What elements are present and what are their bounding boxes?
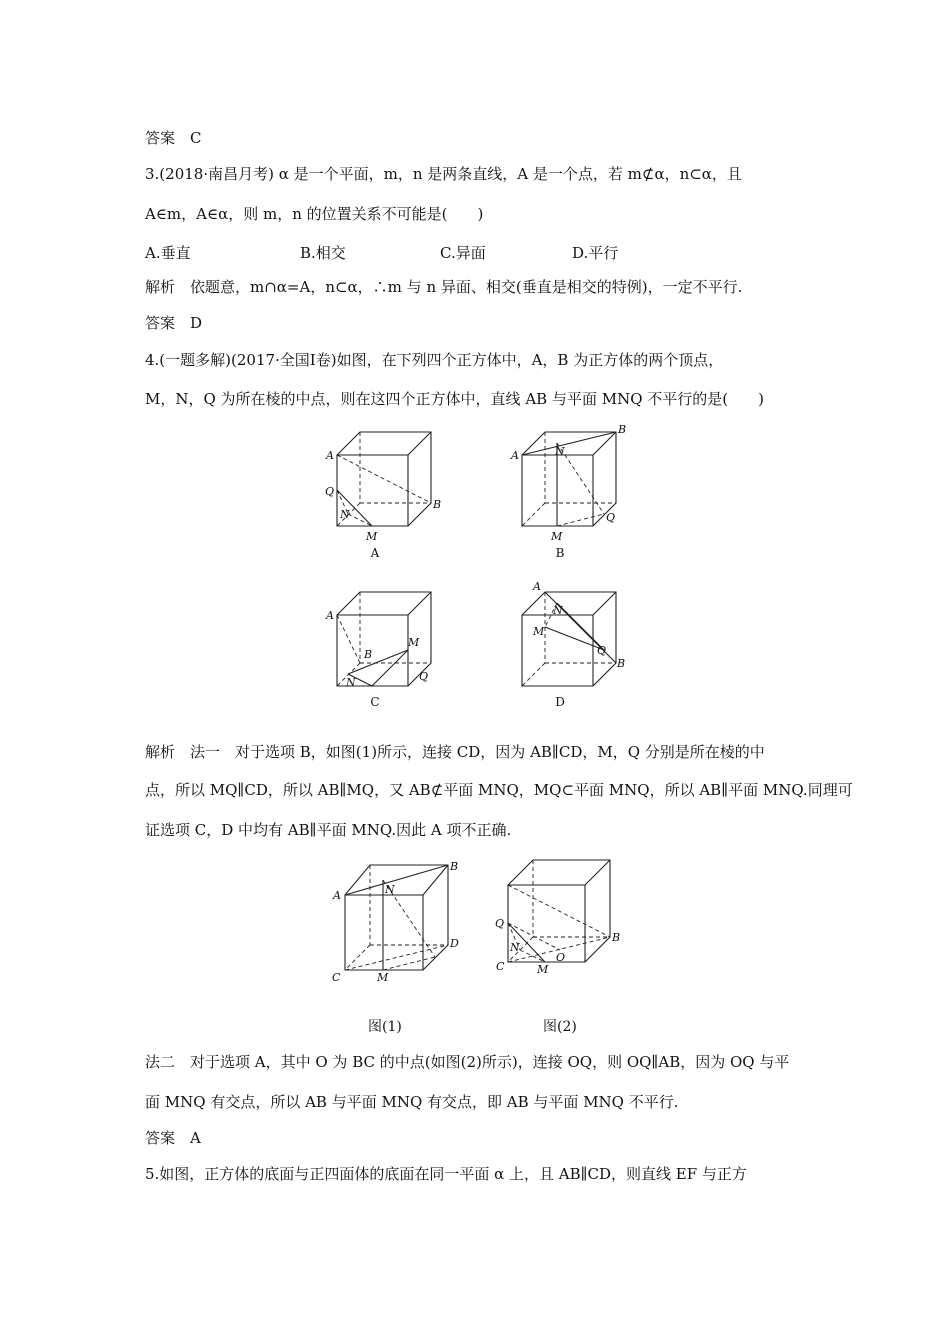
- cube-figure-b: [505, 420, 635, 550]
- analysis-4-line-1: 解析 法一 对于选项 B，如图(1)所示，连接 CD，因为 AB∥CD，M，Q 分别是所在棱的中: [145, 743, 765, 761]
- method-2-line-1: 法二 对于选项 A，其中 O 为 BC 的中点(如图(2)所示)，连接 OQ，则 OQ∥AB，因为 OQ 与平: [145, 1053, 790, 1071]
- answer-line-2: 答案 D: [145, 314, 203, 332]
- midpoint-label: M: [408, 636, 420, 649]
- midpoint-label: N: [346, 676, 356, 689]
- midpoint-label: Q: [597, 644, 607, 657]
- option-a: A.垂直: [145, 244, 191, 262]
- midpoint-label: M: [537, 963, 549, 976]
- option-c: C.异面: [440, 244, 486, 262]
- method-2-line-2: 面 MNQ 有交点，所以 AB 与平面 MNQ 有交点，即 AB 与平面 MNQ 不平行.: [145, 1093, 679, 1111]
- question-3-line-1: 3.(2018·南昌月考) α 是一个平面，m，n 是两条直线，A 是一个点，若 m⊄α，n⊂α，且: [145, 165, 742, 183]
- midpoint-label: N: [385, 883, 395, 896]
- midpoint-label: Q: [325, 485, 335, 498]
- vertex-label: B: [612, 931, 621, 944]
- midpoint-label: Q: [495, 917, 505, 930]
- midpoint-label: N: [340, 508, 350, 521]
- option-b: B.相交: [300, 244, 346, 262]
- analysis-4-line-2: 点，所以 MQ∥CD，所以 AB∥MQ，又 AB⊄平面 MNQ，MQ⊂平面 MNQ，所以 AB∥平面 MNQ.同理可: [145, 781, 853, 799]
- figure-2-caption: 图(2): [543, 1019, 577, 1035]
- vertex-label: B: [433, 498, 442, 511]
- midpoint-label: Q: [419, 670, 429, 683]
- vertex-label: B: [618, 423, 627, 436]
- question-4-line-2: M，N，Q 为所在棱的中点，则在这四个正方体中，直线 AB 与平面 MNQ 不平行的是( ): [145, 390, 764, 408]
- midpoint-label: M: [366, 530, 378, 543]
- cube-figure-a: [320, 420, 450, 550]
- cube-caption-d: D: [555, 695, 565, 709]
- midpoint-label: M: [551, 530, 563, 543]
- midpoint-label: N: [553, 604, 563, 617]
- vertex-label: C: [496, 960, 505, 973]
- figure-1-caption: 图(1): [368, 1019, 402, 1035]
- vertex-label: C: [332, 971, 341, 984]
- vertex-label: B: [364, 648, 373, 661]
- cube-figure-d: [505, 580, 635, 710]
- cube-caption-c: C: [370, 695, 380, 709]
- vertex-label: B: [617, 657, 626, 670]
- analysis-3: 解析 依题意，m∩α=A，n⊂α，∴m 与 n 异面、相交(垂直是相交的特例)，一定不平行.: [145, 278, 743, 296]
- question-3-line-2: A∈m，A∈α，则 m，n 的位置关系不可能是( ): [145, 205, 484, 223]
- vertex-label: A: [326, 609, 334, 622]
- vertex-label: A: [326, 449, 334, 462]
- vertex-label: A: [333, 889, 341, 902]
- midpoint-label: N: [555, 445, 565, 458]
- question-5-line-1: 5.如图，正方体的底面与正四面体的底面在同一平面 α 上，且 AB∥CD，则直线 EF 与正方: [145, 1165, 747, 1183]
- figure-1: [325, 855, 470, 990]
- vertex-label: A: [533, 580, 541, 593]
- figure-2: [490, 855, 635, 990]
- midpoint-label: O: [556, 951, 566, 964]
- question-4-line-1: 4.(一题多解)(2017·全国Ⅰ卷)如图，在下列四个正方体中，A，B 为正方体的两个顶点，: [145, 351, 724, 369]
- answer-line-1: 答案 C: [145, 129, 202, 147]
- vertex-label: A: [511, 449, 519, 462]
- midpoint-label: M: [533, 625, 545, 638]
- option-d: D.平行: [572, 244, 619, 262]
- cube-caption-b: B: [555, 546, 565, 560]
- midpoint-label: M: [377, 971, 389, 984]
- midpoint-label: N: [510, 941, 520, 954]
- vertex-label: D: [450, 937, 459, 950]
- vertex-label: B: [450, 860, 459, 873]
- answer-line-3: 答案 A: [145, 1129, 201, 1147]
- midpoint-label: Q: [606, 511, 616, 524]
- cube-caption-a: A: [370, 546, 380, 560]
- cube-figure-c: [320, 580, 450, 710]
- analysis-4-line-3: 证选项 C，D 中均有 AB∥平面 MNQ.因此 A 项不正确.: [145, 821, 512, 839]
